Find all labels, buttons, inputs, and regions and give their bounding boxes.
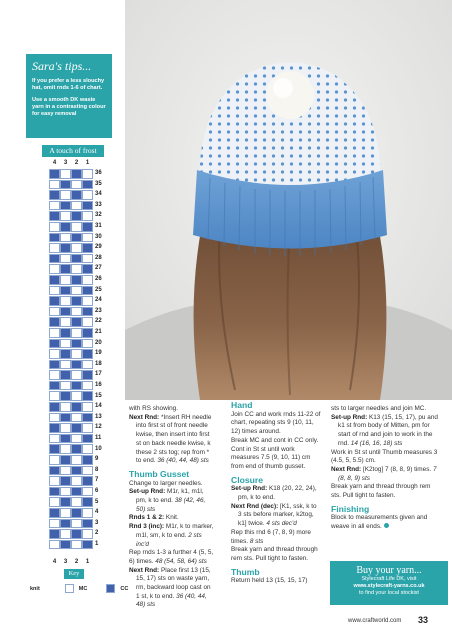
chart-cell-cc [60, 497, 71, 507]
chart-cell-cc [49, 339, 60, 349]
chart-cell-cc [60, 201, 71, 211]
pattern-text: Block to measurements given and weave in all ends. [331, 514, 428, 531]
chart-cell-mc [49, 519, 60, 529]
chart-cell-cc [71, 360, 82, 370]
chart-cell-cc [60, 328, 71, 338]
pattern-text: Join CC and work rnds 11-22 of chart, repeating sts 9 (10, 11, 12) times around. [231, 410, 321, 436]
tip-text: Use a smooth DK waste yarn in a contrasting colour for easy removal [32, 96, 106, 118]
footer-url: www.craftworld.com [348, 618, 402, 624]
chart-row [49, 169, 93, 180]
chart-cell-mc [49, 201, 60, 211]
chart-cell-cc [49, 444, 60, 454]
chart-cell-cc [82, 413, 93, 423]
row-number: 11 [95, 435, 102, 441]
hat-photo-illustration [125, 0, 452, 400]
row-number: 34 [95, 191, 102, 198]
hat-photo [125, 0, 452, 400]
tip-text: If you prefer a less slouchy hat, omit rnds 1-6 of chart. [32, 78, 105, 92]
chart-cell-mc [49, 455, 60, 465]
chart-cell-mc [49, 540, 60, 550]
chart-cell-cc [82, 434, 93, 444]
chart-cell-cc [82, 370, 93, 380]
chart-cell-mc [82, 402, 93, 412]
row-number: 33 [95, 201, 102, 208]
chart-cell-mc [82, 529, 93, 539]
chart-cell-mc [60, 296, 71, 306]
chart-cell-cc [82, 307, 93, 317]
chart-cell-cc [49, 381, 60, 391]
chart-cell-mc [71, 222, 82, 232]
chart-cell-mc [71, 476, 82, 486]
pattern-column-3 [331, 405, 439, 532]
chart-cell-cc [82, 286, 93, 296]
chart-cell-mc [60, 169, 71, 179]
row-number: 27 [95, 265, 102, 272]
chart-cell-cc [71, 508, 82, 518]
chart-cell-cc [49, 529, 60, 539]
chart-cell-cc [49, 190, 60, 200]
pattern-step: Rnd 3 (inc): M1r, k to marker, m1l, sm, k to end. 2 sts inc'd [129, 523, 214, 548]
chart-row [49, 190, 93, 201]
chart-row [49, 519, 93, 530]
pattern-step: Next Rnd: [K2tog] 7 (8, 8, 9) times. 7 (8, 8, 9) sts [331, 465, 437, 482]
row-number: 16 [95, 382, 102, 388]
row-number: 32 [95, 212, 102, 219]
chart-cell-cc [71, 381, 82, 391]
chart-row [49, 328, 93, 339]
chart-cell-mc [60, 254, 71, 264]
buy-yarn-box [330, 561, 448, 605]
chart-cell-cc [49, 402, 60, 412]
chart-cell-mc [60, 211, 71, 221]
chart-cell-cc [71, 444, 82, 454]
chart-cell-mc [82, 233, 93, 243]
row-number: 20 [95, 339, 102, 346]
pattern-step: Next Rnd (dec): [K1, ssk, k to 3 sts before marker, k2tog, k1] twice. 4 sts dec'd [231, 502, 317, 528]
chart-cell-mc [60, 360, 71, 370]
chart-cell-cc [71, 466, 82, 476]
pattern-text: Break MC and cont in CC only. [231, 436, 319, 444]
chart-cell-cc [82, 540, 93, 550]
chart-row [49, 201, 93, 212]
chart-cell-mc [49, 370, 60, 380]
chart-col-numbers-bottom [49, 559, 93, 565]
chart-cell-mc [71, 307, 82, 317]
chart-row [49, 402, 93, 413]
row-number: 17 [95, 371, 102, 378]
row-number: 7 [95, 477, 99, 484]
chart-cell-cc [71, 317, 82, 327]
chart-row [49, 529, 93, 540]
chart-cell-mc [71, 497, 82, 507]
chart-cell-cc [82, 476, 93, 486]
chart-row [49, 317, 93, 328]
chart-cell-cc [82, 349, 93, 359]
chart-cell-mc [49, 497, 60, 507]
chart-cell-cc [71, 423, 82, 433]
chart-cell-mc [71, 413, 82, 423]
chart-cell-mc [60, 190, 71, 200]
chart-row [49, 508, 93, 519]
row-number: 9 [95, 456, 99, 463]
chart-row [49, 180, 93, 191]
chart-cell-cc [49, 487, 60, 497]
row-number: 21 [95, 329, 102, 335]
chart-cell-mc [82, 381, 93, 391]
pattern-text: Change to larger needles. [129, 479, 203, 487]
chart-cell-cc [60, 307, 71, 317]
row-number: 29 [95, 244, 102, 251]
chart-cell-cc [60, 540, 71, 550]
chart-row [49, 254, 93, 265]
chart-cell-mc [49, 180, 60, 190]
pattern-step: Rnds 1 & 2: Knit. [129, 514, 179, 522]
chart-row [49, 211, 93, 222]
col-number: 2 [74, 559, 79, 565]
buy-link[interactable]: www.stylecraft-yarns.co.uk [353, 583, 425, 589]
chart-row [49, 423, 93, 434]
row-number: 31 [95, 223, 102, 229]
row-number: 2 [95, 530, 99, 537]
chart-cell-cc [49, 211, 60, 221]
key-label-knit: knit [30, 585, 40, 592]
col-number: 1 [85, 160, 90, 166]
key-swatch-mc [65, 584, 74, 593]
chart-cell-cc [49, 275, 60, 285]
pattern-column-1 [129, 405, 215, 610]
chart-cell-mc [71, 349, 82, 359]
pattern-text: Break yarn and thread through rem sts. Pull tight to fasten. [331, 483, 431, 500]
pattern-step: Next Rnd: *Insert RH needle into first st of front needle kwise, then insert into first st on back needle kwise, k these 2 sts tog; rep from * to end. 36 (40, 44, 48) sts [129, 413, 212, 465]
chart-row [49, 391, 93, 402]
chart-cell-cc [82, 455, 93, 465]
page-number: 33 [418, 615, 429, 625]
chart-cell-mc [82, 423, 93, 433]
chart-cell-cc [60, 476, 71, 486]
pattern-step: Set-up Rnd: M1r, k1, m1l, pm, k to end. 38 (42, 46, 50) sts [129, 488, 206, 513]
chart-cell-mc [82, 444, 93, 454]
row-number: 5 [95, 498, 99, 505]
row-number: 10 [95, 445, 102, 452]
chart-cell-mc [49, 349, 60, 359]
chart-row [49, 455, 93, 466]
chart-cell-cc [49, 423, 60, 433]
heading-closure: Closure [231, 474, 263, 485]
pattern-text: Cont in St st until work measures 7.5 (9, 10, 11) cm from end of thumb gusset. [231, 445, 311, 470]
pattern-text: Break yarn and thread through rem sts. Pull tight to fasten. [231, 546, 318, 562]
chart-cell-cc [60, 286, 71, 296]
chart-cell-cc [60, 391, 71, 401]
row-number: 22 [95, 318, 102, 325]
chart-cell-cc [82, 243, 93, 253]
chart-cell-cc [71, 402, 82, 412]
chart-row [49, 222, 93, 233]
pattern-step: Set-up Rnd: K13 (15, 15, 17), pu and k1 st from body of Mitten, pm for start of rnd and join to work in the rnd. 14 (16, 16, 18) sts [331, 413, 438, 447]
chart-cell-cc [49, 466, 60, 476]
chart-cell-cc [49, 254, 60, 264]
pattern-column-2 [231, 401, 321, 586]
col-number: 4 [52, 559, 57, 565]
row-number: 13 [95, 413, 102, 420]
chart-cell-cc [60, 222, 71, 232]
buy-title: Buy your yarn... [356, 565, 422, 576]
row-number: 8 [95, 466, 99, 473]
chart-row [49, 243, 93, 254]
col-number: 4 [52, 160, 57, 166]
chart-cell-cc [71, 233, 82, 243]
chart-row [49, 370, 93, 381]
row-number: 30 [95, 233, 102, 240]
chart-cell-mc [71, 391, 82, 401]
pattern-text: Rep this rnd 6 (7, 8, 9) more times. 8 sts [231, 528, 311, 545]
chart-cell-mc [49, 307, 60, 317]
row-number: 18 [95, 360, 102, 367]
chart-cell-cc [82, 519, 93, 529]
chart-cell-mc [60, 466, 71, 476]
chart-cell-mc [49, 286, 60, 296]
chart-cell-mc [60, 402, 71, 412]
chart-cell-mc [71, 286, 82, 296]
row-number: 4 [95, 509, 99, 516]
chart-cell-cc [49, 169, 60, 179]
heading-finishing: Finishing [331, 503, 370, 514]
chart-cell-mc [60, 529, 71, 539]
chart-row [49, 286, 93, 297]
chart-cell-mc [49, 222, 60, 232]
heading-hand: Hand [231, 400, 253, 410]
row-number: 3 [95, 519, 99, 526]
chart-cell-mc [82, 339, 93, 349]
chart-cell-cc [82, 328, 93, 338]
chart-cell-mc [71, 540, 82, 550]
chart-cell-cc [60, 434, 71, 444]
chart-cell-mc [60, 487, 71, 497]
chart-row [49, 349, 93, 360]
chart-cell-mc [60, 317, 71, 327]
chart-cell-cc [60, 264, 71, 274]
chart-cell-mc [71, 328, 82, 338]
chart-row [49, 540, 93, 551]
chart-row [49, 264, 93, 275]
chart-cell-mc [71, 519, 82, 529]
chart-row [49, 434, 93, 445]
chart-cell-mc [71, 370, 82, 380]
chart-row [49, 233, 93, 244]
chart-row [49, 381, 93, 392]
row-number: 14 [95, 403, 102, 410]
col-number: 2 [74, 160, 79, 166]
pattern-text: Work in St st until Thumb measures 3 (4.5, 5, 5.5) cm. [331, 448, 438, 465]
row-number: 23 [95, 307, 102, 314]
chart-cell-cc [71, 339, 82, 349]
pattern-text: sts to larger needles and join MC. [331, 405, 427, 412]
chart-cell-mc [49, 413, 60, 423]
chart-key [30, 584, 128, 593]
row-number: 15 [95, 392, 102, 399]
chart-row [49, 339, 93, 350]
chart-cell-mc [49, 434, 60, 444]
chart-cell-mc [60, 444, 71, 454]
pattern-text: with RS showing. [129, 405, 179, 412]
chart-row [49, 307, 93, 318]
chart-cell-mc [82, 169, 93, 179]
chart-cell-mc [60, 381, 71, 391]
chart-cell-mc [49, 243, 60, 253]
chart-cell-cc [82, 264, 93, 274]
pattern-text: Return held 13 (15, 15, 17) [231, 577, 308, 585]
chart-cell-mc [60, 275, 71, 285]
chart-row [49, 413, 93, 424]
row-number: 6 [95, 488, 99, 494]
row-number: 1 [95, 541, 99, 547]
chart-cell-cc [49, 360, 60, 370]
pattern-step: Set-up Rnd: K18 (20, 22, 24), pm, k to end. [231, 485, 317, 502]
chart-cell-cc [71, 529, 82, 539]
chart-cell-cc [71, 190, 82, 200]
chart-cell-cc [60, 370, 71, 380]
chart-cell-cc [71, 487, 82, 497]
chart-cell-mc [71, 243, 82, 253]
chart-cell-mc [82, 254, 93, 264]
chart-cell-mc [60, 339, 71, 349]
chart-cell-mc [60, 423, 71, 433]
row-number: 19 [95, 350, 102, 357]
chart-cell-mc [71, 201, 82, 211]
chart-cell-mc [82, 466, 93, 476]
chart-cell-mc [82, 211, 93, 221]
chart-cell-cc [71, 254, 82, 264]
col-number: 1 [85, 559, 90, 565]
chart-row [49, 275, 93, 286]
chart-cell-cc [71, 211, 82, 221]
colorwork-chart-grid [49, 169, 93, 550]
tips-title: Sara's tips... [32, 59, 92, 73]
chart-cell-cc [60, 180, 71, 190]
chart-cell-mc [49, 328, 60, 338]
row-number: 28 [95, 254, 102, 261]
chart-cell-cc [82, 391, 93, 401]
chart-cell-cc [49, 508, 60, 518]
chart-cell-mc [60, 233, 71, 243]
row-number: 35 [95, 180, 102, 187]
chart-cell-cc [71, 169, 82, 179]
end-dot-icon [384, 523, 389, 528]
chart-cell-cc [82, 180, 93, 190]
chart-cell-mc [49, 264, 60, 274]
chart-row [49, 487, 93, 498]
chart-cell-mc [71, 180, 82, 190]
chart-cell-mc [49, 391, 60, 401]
chart-cell-cc [60, 519, 71, 529]
row-number: 25 [95, 286, 102, 293]
chart-cell-mc [60, 508, 71, 518]
chart-row [49, 497, 93, 508]
chart-cell-mc [82, 508, 93, 518]
chart-cell-cc [49, 233, 60, 243]
heading-thumb: Thumb [231, 566, 260, 577]
key-label-mc: MC [78, 585, 88, 592]
buy-text: Stylecraft Life DK, visit [361, 576, 417, 582]
chart-cell-mc [82, 360, 93, 370]
chart-cell-cc [60, 243, 71, 253]
pattern-step: Next Rnd: Place first 13 (15, 15, 17) sts on waste yarn, rm, backward loop cast on 1 st, k to end. 36 (40, 44, 48) sts [129, 566, 211, 609]
chart-cell-mc [71, 455, 82, 465]
chart-cell-cc [71, 296, 82, 306]
chart-cell-cc [82, 201, 93, 211]
row-number: 36 [95, 170, 102, 176]
chart-cell-mc [82, 487, 93, 497]
row-number: 24 [95, 297, 102, 304]
chart-cell-cc [60, 413, 71, 423]
chart-row [49, 360, 93, 371]
row-number: 12 [95, 424, 102, 431]
chart-cell-mc [71, 434, 82, 444]
chart-cell-mc [82, 317, 93, 327]
pattern-text: Rep rnds 1-3 a further 4 (5, 5, 6) times. 48 (54, 58, 64) sts [129, 549, 214, 565]
chart-cell-mc [82, 296, 93, 306]
chart-cell-cc [49, 317, 60, 327]
key-title: Key [64, 569, 84, 579]
col-number: 3 [63, 559, 68, 565]
chart-col-numbers-top [49, 160, 93, 166]
chart-cell-cc [82, 497, 93, 507]
chart-cell-cc [49, 296, 60, 306]
chart-row [49, 296, 93, 307]
chart-row [49, 466, 93, 477]
row-number: 26 [95, 276, 102, 282]
chart-title: A touch of frost [42, 145, 104, 157]
chart-cell-mc [82, 275, 93, 285]
chart-cell-mc [82, 190, 93, 200]
chart-cell-cc [60, 349, 71, 359]
key-swatch-cc [106, 584, 115, 593]
heading-thumb-gusset: Thumb Gusset [129, 468, 190, 479]
chart-row [49, 444, 93, 455]
chart-cell-cc [82, 222, 93, 232]
chart-cell-cc [60, 455, 71, 465]
buy-text: to find your local stockist [359, 590, 419, 596]
chart-cell-mc [49, 476, 60, 486]
key-label-cc: CC [120, 585, 129, 592]
tips-box [26, 54, 112, 138]
col-number: 3 [63, 160, 68, 166]
chart-cell-cc [71, 275, 82, 285]
chart-cell-mc [71, 264, 82, 274]
chart-row [49, 476, 93, 487]
